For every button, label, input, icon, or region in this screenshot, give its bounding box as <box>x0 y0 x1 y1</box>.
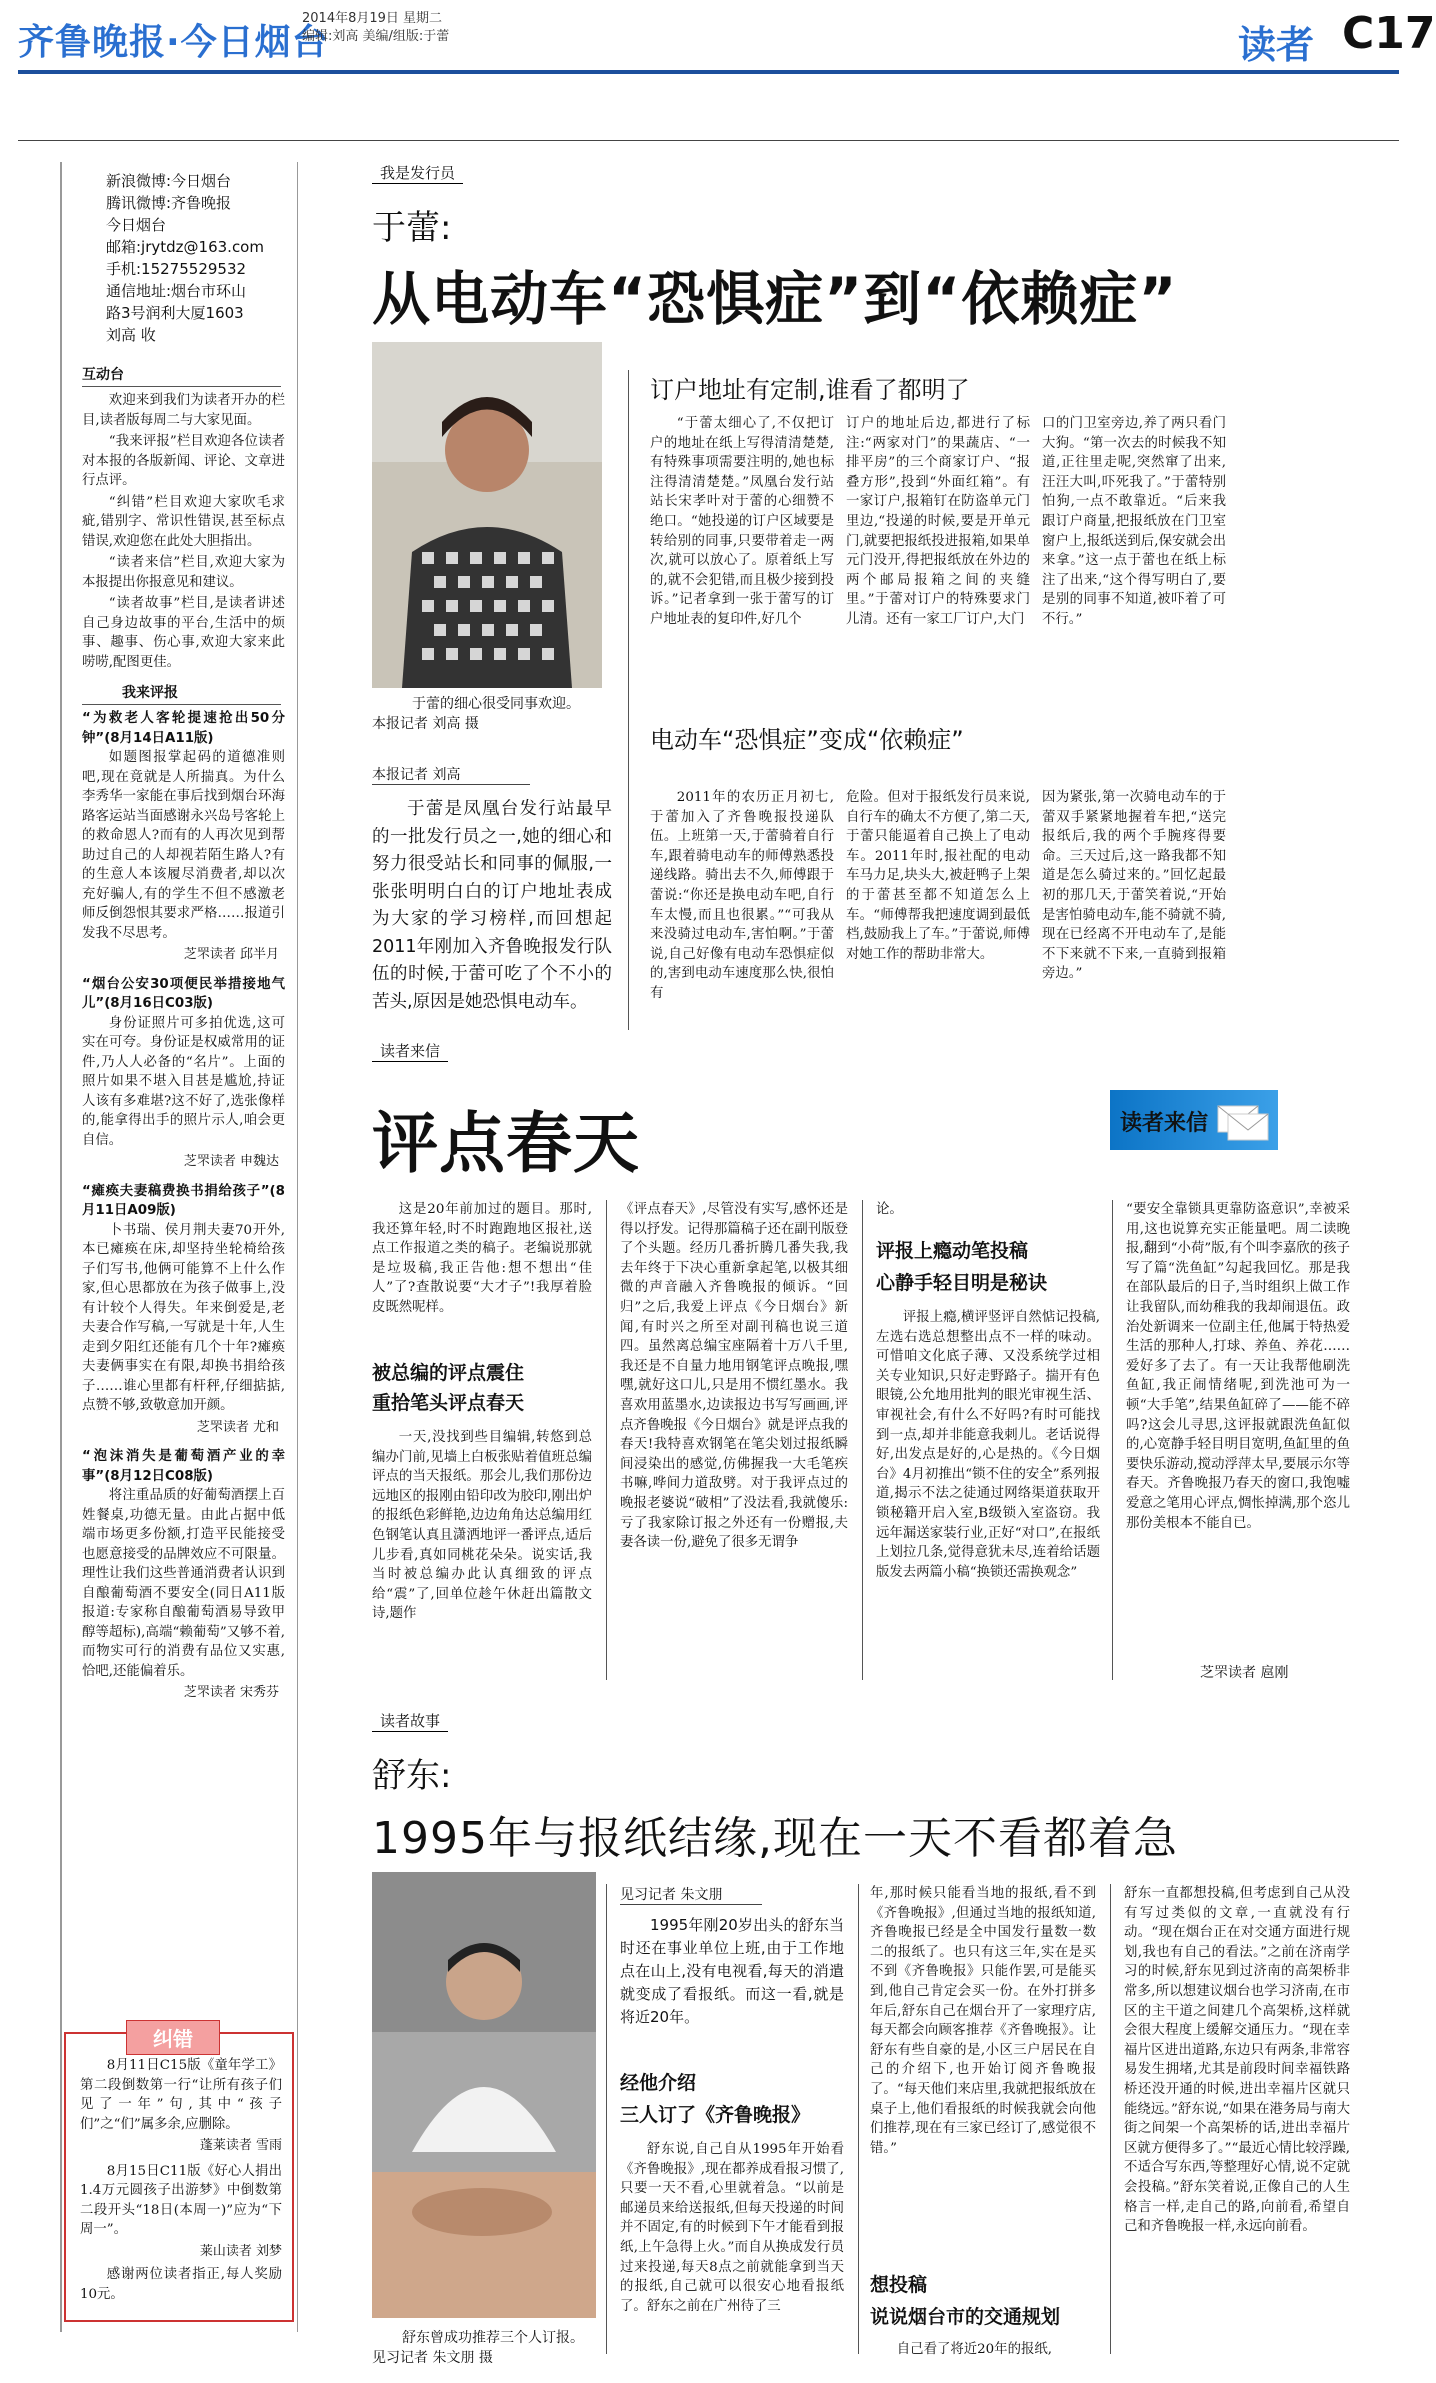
body-column <box>870 2340 1096 2362</box>
contact-line: 新浪微博:今日烟台 <box>106 172 232 190</box>
paragraph: 于蕾是凤凰台发行站最早的一批发行员之一,她的细心和努力很受站长和同事的佩服,一张张明明白白的订户地址表成为大家的学习榜样,而回想起2011年刚加入齐鲁晚报发行队伍的时候,于蕾可吃了个不小的苦头,原因是她恐惧电动车。 <box>372 799 612 1012</box>
article-headline: 1995年与报纸结缘,现在一天不看都着急 <box>372 1813 1178 1864</box>
body-column <box>372 1200 592 1340</box>
comment-title: “瘫痪夫妻稿费换书捐给孩子”(8月11日A09版) <box>82 1183 285 1218</box>
reader-letters-logo <box>1110 1090 1278 1150</box>
body-column <box>1124 1884 1350 2360</box>
paragraph: 1995年刚20岁出头的舒东当时还在事业单位上班,由于工作地点在山上,没有电视看,每天的消遣就变成了看报纸。而这一看,就是将近20年。 <box>620 1916 844 2026</box>
subheading: 经他介绍 <box>620 2072 697 2094</box>
body-column <box>650 788 834 1026</box>
subheading: 评报上瘾动笔投稿 <box>876 1240 1029 1262</box>
subheading: 说说烟台市的交通规划 <box>870 2306 1061 2328</box>
photo-yu-lei <box>372 342 602 688</box>
massage-image <box>372 1872 596 2318</box>
correction-text: 8月15日C11版《好心人捐出1.4万元圆孩子出游梦》中倒数第二段开头“18日(本周一)”应为“下周一”。 <box>80 2163 282 2237</box>
article-headline: 从电动车“恐惧症”到“依赖症” <box>372 265 1178 333</box>
body-column <box>1042 788 1226 1026</box>
contact-email[interactable]: 邮箱:jrytdz@163.com <box>106 238 264 256</box>
comment-signature: 芝罘读者 邱半月 <box>183 947 279 962</box>
paragraph: “要安全靠锁具更靠防盗意识”,幸被采用,这也说算充实正能量吧。周二读晚报,翻到“小荷”版,有个叫李嘉欣的孩子写了篇“洗鱼缸”勾起我回忆。那是我在部队最后的日子,当时组织上做工作让我留队,而幼稚我的我却闹退伍。政治处新调来一位副主任,他属于特热爱生活的那种人,打球、养鱼、养花……爱好多了去了。有一天让我帮他刷洗鱼缸,我正闹情绪呢,到洗池可为一顿“大手笔”,结果鱼缸碎了——能不碎吗?这会儿寻思,这评报就跟洗鱼缸似的,心宽静手轻目明目宽明,鱼缸里的鱼要快乐游动,搅动浮萍太早,要展示尔等春天。齐鲁晚报乃春天的窗口,我饱嘘爱意之笔用心评点,惆怅掉满,那个恣儿那份美根本不能自已。 <box>1126 1202 1350 1531</box>
paragraph: 因为紧张,第一次骑电动车的于蕾双手紧紧地握着车把,“送完报纸后,我的两个手腕疼得要命。三天过后,这一路我都不知道是怎么骑过来的。”回忆起最初的那几天,于蕾笑着说,“开始是害怕骑电动车,能不骑就不骑,现在已经离不开电动车了,是能不下来就不下来,一直骑到报箱旁边。” <box>1042 790 1226 982</box>
comments-body <box>62 709 297 1703</box>
subheading: 电动车“恐惧症”变成“依赖症” <box>650 726 964 754</box>
contact-line: 刘高 收 <box>106 326 156 344</box>
section-tag: 读者故事 <box>372 1710 448 1732</box>
subheading: 重拾笔头评点春天 <box>372 1392 525 1414</box>
paragraph: 危险。但对于报纸发行员来说,自行车的确太不方便了,第二天,于蕾只能逼着自己换上了电动车。2011年时,报社配的电动车马力足,块头大,被赶鸭子上架的于蕾甚至都不知道怎么上车。“师傅帮我把速度调到最低档,鼓励我上了车。”于蕾说,师傅对她工作的帮助非常大。 <box>846 790 1030 962</box>
corrections-body <box>66 2034 292 2304</box>
paragraph: 2011年的农历正月初七,于蕾加入了齐鲁晚报投递队伍。上班第一天,于蕾骑着自行车,跟着骑电动车的师傅熟悉投递线路。骑出去不久,师傅跟于蕾说:“你还是换电动车吧,自行车太慢,而且也很累。”“可我从来没骑过电动车,害怕啊。”于蕾说,自己好像有电动车恐惧症似的,害到电动车速度那么快,很怕有 <box>650 790 834 1001</box>
comment-item <box>82 709 285 965</box>
body-column <box>846 414 1030 684</box>
section-tag: 读者来信 <box>372 1040 448 1062</box>
interact-title: 互动台 <box>82 367 124 383</box>
subheading: 心静手轻目明是秘诀 <box>876 1272 1048 1294</box>
comment-item <box>82 1182 285 1438</box>
signature: 芝罘读者 扈刚 <box>1200 1665 1289 1681</box>
issue-meta <box>302 10 449 46</box>
article-lead <box>620 1914 844 2054</box>
comment-body: 如题图报掌起码的道德准则吧,现在竟就是人所揣真。为什么李秀华一家能在事后找到烟台环海路客运站当面感谢永兴岛号客轮上的救命恩人?而有的人再次见到帮助过自己的人却视若陌生路人?有的生意人本该履尽消费者,却以次充好骗人,有的学生不但不感激老师反倒怨恨其要求严格……报道引发我不尽思考。 <box>82 750 285 941</box>
article-lead <box>372 796 612 1024</box>
paragraph: 舒东一直都想投稿,但考虑到自己从没有写过类似的文章,一直就没有行动。“现在烟台正在对交通方面进行规划,我也有自己的看法。”之前在济南学习的时候,舒东见到过济南的高架桥非常多,所以想建议烟台也学习济南,在市区的主干道之间建几个高架桥,这样就会很大程度上缓解交通压力。“现在幸福片区进出道路,东边只有两条,非常容易发生拥堵,尤其是前段时间幸福铁路桥还没开通的时候,进出幸福片区就只能绕远。”舒东说,“如果在港务局与南大街之间架一个高架桥的话,进出幸福片区就方便得多了。”“最近心情比较浮躁,不适合写东西,等整理好心情,说不定就会投稿。”舒东笑着说,正像自己的人生格言一样,走自己的路,向前看,希望自己和齐鲁晚报一样,永远向前看。 <box>1124 1886 1350 2235</box>
paragraph: 口的门卫室旁边,养了两只看门大狗。“第一次去的时候我不知道,正往里走呢,突然窜了出来,汪汪大叫,吓死我了。”于蕾特别怕狗,一点不敢靠近。“后来我跟订户商量,把报纸放在门卫室窗户上,报纸送到后,保安就会出来拿。”这一点于蕾也在纸上标注了出来,“这个得写明白了,要是别的同事不知道,被吓着了可不行。” <box>1042 416 1226 627</box>
date-line: 2014年8月19日 星期二 <box>302 11 443 26</box>
interact-body <box>62 391 297 672</box>
body-column <box>870 1884 1096 2260</box>
body-column <box>1126 1200 1350 1662</box>
comment-title: “为救老人客轮提速抢出50分钟”(8月14日A11版) <box>82 711 285 746</box>
column-divider <box>606 1200 607 1680</box>
header-rule-thin <box>18 140 1399 141</box>
byline: 本报记者 刘高 <box>372 764 530 785</box>
paragraph: 《评点春天》,尽管没有实写,感怀还是得以抒发。记得那篇稿子还在副刊版登了个头题。经历几番折腾几番失我,我去年终于下决心重新拿起笔,以极其细微的声音融入齐鲁晚报的倾诉。“回归”之后,我爱上评点《今日烟台》新闻,有时兴之所至对副刊稿也说三道四。虽然离总编宝座隔着十万八千里,我还是不自量力地用钢笔评点晚报,嘿嘿,就好这口儿,只是用不惯红墨水。我喜欢用蓝墨水,边读报边书写写画画,评点齐鲁晚报《今日烟台》就是评点我的春天!我特喜欢钢笔在笔尖划过报纸瞬间浸染出的感觉,仿佛握我一大毛笔疾书嘛,哗间力道敌劈。对于我评点过的晚报老婆说“破相”了没法看,我就傻乐:亏了我家除订报之外还有一份赠报,夫妻各读一份,避免了很多无谓争 <box>620 1202 848 1551</box>
comment-body: 将注重品质的好葡萄酒摆上百姓餐桌,功德无量。由此占据中低端市场更多份额,打造平民能接受也愿意接受的品牌效应不可限量。理性让我们这些普通消费者认识到自酿葡萄酒不要安全(同日A11版报道:专家称自酿葡萄酒易导致甲醇等超标),高端“赖葡萄”又够不着,而物实可行的消费有品位又实惠,恰吧,还能偏着乐。 <box>82 1488 285 1679</box>
photo-caption <box>372 694 612 734</box>
body-column <box>650 414 834 684</box>
portrait-image <box>372 342 602 688</box>
column-divider <box>1110 1884 1111 2354</box>
comment-signature: 芝罘读者 尤和 <box>196 1419 279 1435</box>
subheading: 想投稿 <box>870 2274 928 2296</box>
comment-title: “泡沫消失是葡萄酒产业的幸事”(8月12日C08版) <box>82 1449 285 1484</box>
divider <box>82 704 281 705</box>
paragraph: 论。 <box>876 1202 903 1217</box>
subheading: 被总编的评点震住 <box>372 1362 525 1384</box>
section-name: 读者 <box>1238 23 1315 67</box>
page-number: C17 <box>1342 8 1436 59</box>
divider <box>82 386 281 387</box>
comments-title: 我来评报 <box>122 685 178 701</box>
paragraph: 订户的地址后边,都进行了标注:“两家对门”的果蔬店、“一排平房”的三个商家订户、“报叠方形”,投到“外面红箱”。有一家订户,报箱钉在防盗单元门里边,“投递的时候,要是开单元门,就要把报纸投进报箱,如果单元门没开,得把报纸放在外边的两个邮局报箱之间的夹缝里。”于蕾对订户的特殊要求门儿清。还有一家工厂订户,大门 <box>846 416 1030 627</box>
body-column <box>876 1200 1100 1224</box>
column-divider <box>628 370 629 1030</box>
subheading: 订户地址有定制,谁看了都明了 <box>650 376 970 404</box>
corrections-tag: 纠错 <box>126 2020 220 2055</box>
section-tag: 我是发行员 <box>372 162 463 184</box>
body-column <box>620 1200 848 1683</box>
article-kicker: 于蕾: <box>372 208 452 248</box>
correction-signature: 莱山读者 刘梦 <box>199 2243 282 2259</box>
comment-item <box>82 975 285 1172</box>
contact-line: 通信地址:烟台市环山 <box>106 282 247 300</box>
caption-text: 于蕾的细心很受同事欢迎。 <box>412 696 580 712</box>
column-divider <box>858 1884 859 2354</box>
paragraph: 一天,没找到些目编辑,转悠到总编办门前,见墙上白板张贴着值班总编评点的当天报纸。那会儿,我们那份边远地区的报刚由铅印改为胶印,刚出炉的报纸色彩鲜艳,边边角角达总编用红色钢笔认真且潇洒地评一番评点,适后儿步看,真如同桃花朵朵。说实话,我当时被总编办此认真细致的评点给“震”了,回单位趁午休赶出篇散文诗,题作 <box>372 1430 592 1622</box>
correction-thanks: 感谢两位读者指正,每人奖励10元。 <box>80 2267 282 2302</box>
photo-shu-dong <box>372 1872 596 2318</box>
contact-info <box>62 162 297 346</box>
contact-line: 路3号润利大厦1603 <box>106 304 244 322</box>
comment-body: 卜书瑞、侯月荆夫妻70开外,本已瘫痪在床,却坚持坐轮椅给孩子们写书,他俩可能算不上什么作家,但心思都放在为孩子做事上,没有计较个人得失。年来倒爱是,老夫妻合作写稿,一写就是十年,人生走到夕阳红还能有几个十年?瘫痪夫妻俩事实在有限,却换书捐给孩子……谁心里都有杆秤,仔细掂掂,点赞不够,致敬意加开颜。 <box>82 1222 285 1413</box>
comment-signature: 芝罘读者 申魏达 <box>183 1154 279 1169</box>
paragraph: “于蕾太细心了,不仅把订户的地址在纸上写得清清楚楚,有特殊事项需要注明的,她也标注得清清楚楚。”凤凰台发行站站长宋孝叶对于蕾的心细赞不绝口。“她投递的订户区域要是转给别的同事,只要带着走一两次,就可以放心了。原着纸上写的,就不会犯错,而且极少接到投诉。”记者拿到一张于蕾写的订户地址表的复印件,好几个 <box>650 416 834 627</box>
corrections-box <box>64 2027 294 2322</box>
correction-text: 8月11日C15版《童年学工》第二段倒数第一行“让所有孩子们见了一年”句,其中“孩子们”之“们”属多余,应删除。 <box>80 2058 282 2132</box>
column-divider <box>1112 1200 1113 1680</box>
body-column <box>876 1308 1100 1683</box>
paragraph: 年,那时候只能看当地的报纸,看不到《齐鲁晚报》,但通过当地的报纸知道,齐鲁晚报已经是全中国发行量数一数二的报纸了。也只有这三年,实在是买不到《齐鲁晚报》只能作罢,可是能买到,他自己肯定会买一份。在外打拼多年后,舒东自己在烟台开了一家理疗店,每天都会向顾客推荐《齐鲁晚报》。让舒东有些自豪的是,小区三户居民在自己的介绍下,也开始订阅齐鲁晚报了。“每天他们来店里,我就把报纸放在桌子上,他们看报纸的时候我就会向他们推荐,现在有三家已经订了,感觉很不错。” <box>870 1886 1096 2156</box>
paragraph: “读者来信”栏目,欢迎大家为本报提出你报意见和建议。 <box>82 555 285 590</box>
column-divider <box>862 1200 863 1680</box>
envelope-icon <box>1216 1098 1270 1142</box>
body-column <box>620 2140 844 2358</box>
contact-line: 腾讯微博:齐鲁晚报 <box>106 194 232 212</box>
masthead: 齐鲁晚报·今日烟台 <box>18 22 329 63</box>
comment-item <box>82 1447 285 1703</box>
article-headline: 评点春天 <box>372 1105 640 1182</box>
paragraph: “纠错”栏目欢迎大家吹毛求疵,错别字、常识性错误,甚至标点错误,欢迎您在此处大胆指出。 <box>82 494 285 549</box>
byline: 见习记者 朱文朋 <box>620 1884 762 1905</box>
body-column <box>1042 414 1226 684</box>
correction-signature: 蓬莱读者 雪雨 <box>199 2138 282 2153</box>
logo-text: 读者来信 <box>1120 1111 1209 1136</box>
paragraph: “我来评报”栏目欢迎各位读者对本报的各版新闻、评论、文章进行点评。 <box>82 434 285 488</box>
contact-line: 今日烟台 <box>106 216 167 234</box>
contact-phone: 手机:15275529532 <box>106 260 247 278</box>
paragraph: 欢迎来到我们为读者开办的栏目,读者版每周二与大家见面。 <box>82 393 285 428</box>
paragraph: 评报上瘾,横评竖评自然惦记投稿,左选右选总想整出点不一样的味动。可惜咱文化底子薄、又没系统学过相关专业知识,只好走野路子。揣开有色眼镜,公允地用批判的眼光审视生活、审视社会,有什么不好吗?有时可能找到一点,却并非能意我刺儿。老话说得好,出发点是好的,心是热的。《今日烟台》4月初推出“锁不住的安全”系列报道,揭示不法之徒通过网络渠道获取开锁秘籍开启入室,B级锁入室盗窃。我远年漏送家装行业,正好“对口”,在报纸上划拉几条,觉得意犹未尽,连着给话题版发去两篇小稿“换锁还需换观念” <box>876 1310 1100 1580</box>
photo-credit: 本报记者 刘高 摄 <box>372 716 479 732</box>
comment-body: 身份证照片可多拍优选,这可实在可夸。身份证是权威常用的证件,乃人人必备的“名片”。上面的照片如果不堪入目甚是尴尬,持证人该有多难堪?这不好了,选张像样的,能拿得出手的照片示人,咱会更自信。 <box>82 1015 285 1148</box>
sidebar <box>60 162 298 2332</box>
body-column <box>372 1428 592 1683</box>
caption-text: 舒东曾成功推荐三个人订报。 <box>402 2330 584 2346</box>
paragraph: “读者故事”栏目,是读者讲述自己身边故事的平台,生活中的烦事、趣事、伤心事,欢迎大家来此唠唠,配图更佳。 <box>82 596 285 670</box>
photo-credit: 见习记者 朱文朋 摄 <box>372 2350 493 2366</box>
header-rule <box>18 70 1399 74</box>
article-kicker: 舒东: <box>372 1756 452 1796</box>
editors-line: 编辑:刘高 美编/组版:于蕾 <box>302 29 450 44</box>
paragraph: 自己看了将近20年的报纸, <box>896 2342 1052 2357</box>
paragraph: 这是20年前加过的题目。那时,我还算年轻,时不时跑跑地区报社,送点工作报道之类的稿子。老编说那就是垃圾稿,我正告他:想不想出“佳人”了?查散说要“大才子”!我厚着脸皮既然呢样。 <box>372 1202 592 1315</box>
body-column <box>846 788 1030 1026</box>
paragraph: 舒东说,自己自从1995年开始看《齐鲁晚报》,现在都养成看报习惯了,只要一天不看,心里就着急。“以前是邮递员来给送报纸,但每天投递的时间并不固定,有的时候到下午才能看到报纸,上午急得上火。”而自从换成发行员过来投递,每天8点之前就能拿到当天的报纸,自己就可以很安心地看报纸了。舒东之前在广州待了三 <box>620 2142 844 2314</box>
subheading: 三人订了《齐鲁晚报》 <box>620 2104 811 2126</box>
comment-title: “烟台公安30项便民举措接地气儿”(8月16日C03版) <box>82 976 285 1011</box>
photo-caption <box>372 2328 612 2368</box>
column-divider <box>606 1884 607 2354</box>
comment-signature: 芝罘读者 宋秀芬 <box>183 1685 279 1700</box>
